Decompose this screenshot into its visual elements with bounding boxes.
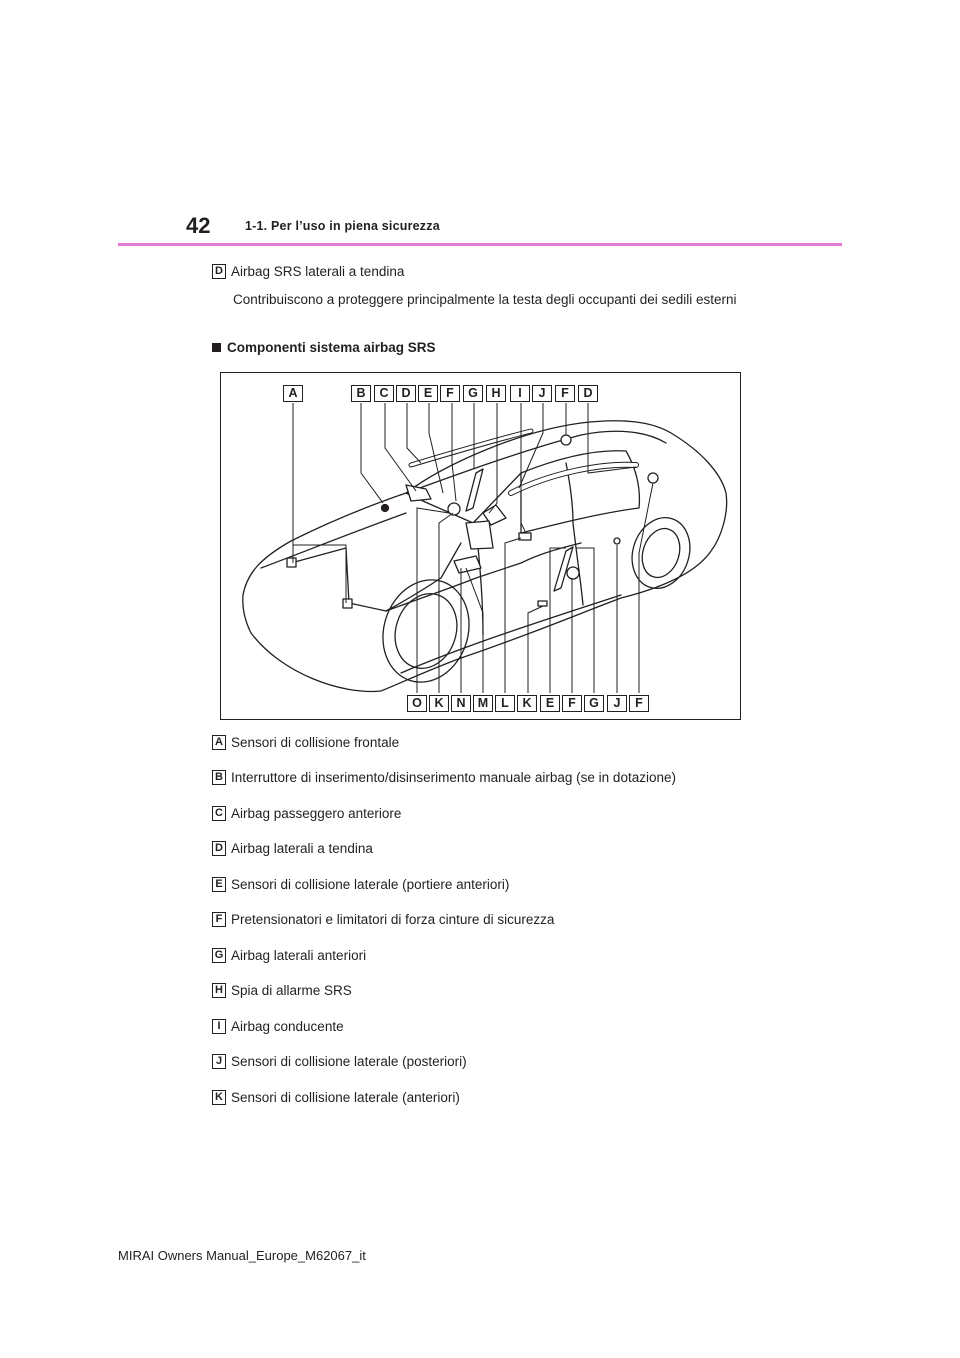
section-title: 1-1. Per l’uso in piena sicurezza (245, 219, 440, 233)
legend-item (212, 804, 812, 822)
legend-tag: I (212, 1019, 226, 1034)
legend-tag: B (212, 770, 226, 785)
legend-item (212, 1053, 812, 1071)
callout-bottom-3: M (473, 695, 493, 712)
callout-top-9: J (532, 385, 552, 402)
intro-block (212, 262, 772, 312)
legend-tag: C (212, 806, 226, 821)
callout-bottom-5: K (517, 695, 537, 712)
legend-text: Spia di allarme SRS (231, 983, 352, 998)
callout-top-8: I (510, 385, 530, 402)
legend-text: Airbag laterali a tendina (231, 841, 373, 856)
srs-components-figure (220, 372, 741, 720)
legend-item (212, 769, 812, 787)
callout-top-4: E (418, 385, 438, 402)
legend-text: Sensori di collisione laterale (portiere anteriori) (231, 876, 510, 892)
belt-pretensioner-front (448, 503, 460, 515)
subheading-text: Componenti sistema airbag SRS (227, 340, 436, 355)
passenger-airbag (406, 485, 431, 501)
front-seat-airbag (454, 556, 481, 573)
warning-lamp (519, 533, 531, 540)
callout-bottom-10: F (629, 695, 649, 712)
intro-description: Contribuiscono a proteggere principalmente la testa degli occupanti dei sedili esterni (233, 292, 737, 307)
front-sensor-left (287, 558, 296, 567)
legend-tag: K (212, 1090, 226, 1105)
belt-pretensioner-rear (567, 567, 579, 579)
legend-item (212, 911, 812, 929)
sill-line (401, 595, 621, 673)
legend-tag: F (212, 912, 226, 927)
callout-top-5: F (440, 385, 460, 402)
callout-bottom-7: F (562, 695, 582, 712)
callout-top-0: A (283, 385, 303, 402)
callout-top-2: C (374, 385, 394, 402)
callout-top-3: D (396, 385, 416, 402)
legend-text: Sensori di collisione frontale (231, 734, 400, 750)
callout-bottom-8: G (584, 695, 604, 712)
side-airbag-front (466, 469, 483, 511)
callout-bottom-2: N (451, 695, 471, 712)
callout-top-6: G (463, 385, 483, 402)
legend-text: Airbag conducente (231, 1018, 344, 1034)
legend-tag: D (212, 841, 226, 856)
legend-text: Airbag passeggero anteriore (231, 805, 402, 821)
callout-bottom-6: E (540, 695, 560, 712)
rear-sensor (614, 538, 620, 544)
legend-text: Pretensionatori e limitatori di forza cinture di sicurezza (231, 912, 555, 927)
legend-text: Airbag laterali anteriori (231, 947, 367, 963)
legend-text: Sensori di collisione laterale (anteriori) (231, 1089, 460, 1105)
car-illustration (221, 373, 742, 721)
seat-front (466, 521, 493, 549)
subheading (212, 340, 436, 355)
legend-tag: J (212, 1054, 226, 1069)
legend-list (212, 733, 812, 1124)
square-bullet-icon (212, 343, 221, 352)
callout-bottom-0: O (407, 695, 427, 712)
intro-tag: D (212, 264, 226, 279)
legend-tag: E (212, 877, 226, 892)
rear-pretensioner (648, 473, 658, 483)
legend-item (212, 840, 812, 858)
legend-text: Sensori di collisione laterale (posteriori) (231, 1054, 467, 1069)
legend-item (212, 1088, 812, 1106)
callout-top-7: H (486, 385, 506, 402)
top-leader-lines (293, 403, 636, 603)
legend-item (212, 875, 812, 893)
legend-item (212, 982, 812, 1000)
door-sensor (538, 601, 547, 606)
door-line-rear (573, 523, 583, 605)
legend-tag: G (212, 948, 226, 963)
legend-text: Interruttore di inserimento/disinserimento manuale airbag (se in dotazione) (231, 770, 676, 785)
callout-bottom-4: L (495, 695, 515, 712)
curtain-airbag-front-fill (411, 431, 531, 465)
callout-top-11: D (578, 385, 598, 402)
front-pretensioner (561, 435, 571, 445)
intro-title: Airbag SRS laterali a tendina (231, 263, 405, 279)
legend-item (212, 946, 812, 964)
rear-wheel (623, 510, 699, 596)
legend-item (212, 1017, 812, 1035)
callout-bottom-1: K (429, 695, 449, 712)
callout-bottom-9: J (607, 695, 627, 712)
wiring-harness-2 (386, 543, 461, 611)
header-rule (118, 243, 842, 246)
callout-top-1: B (351, 385, 371, 402)
front-sensor-right (343, 599, 352, 608)
manual-switch-sensor (382, 505, 389, 512)
legend-tag: A (212, 735, 226, 750)
legend-tag: H (212, 983, 226, 998)
callout-top-10: F (555, 385, 575, 402)
footer-text: MIRAI Owners Manual_Europe_M62067_it (118, 1248, 366, 1263)
page-number: 42 (186, 213, 211, 238)
legend-item (212, 733, 812, 751)
